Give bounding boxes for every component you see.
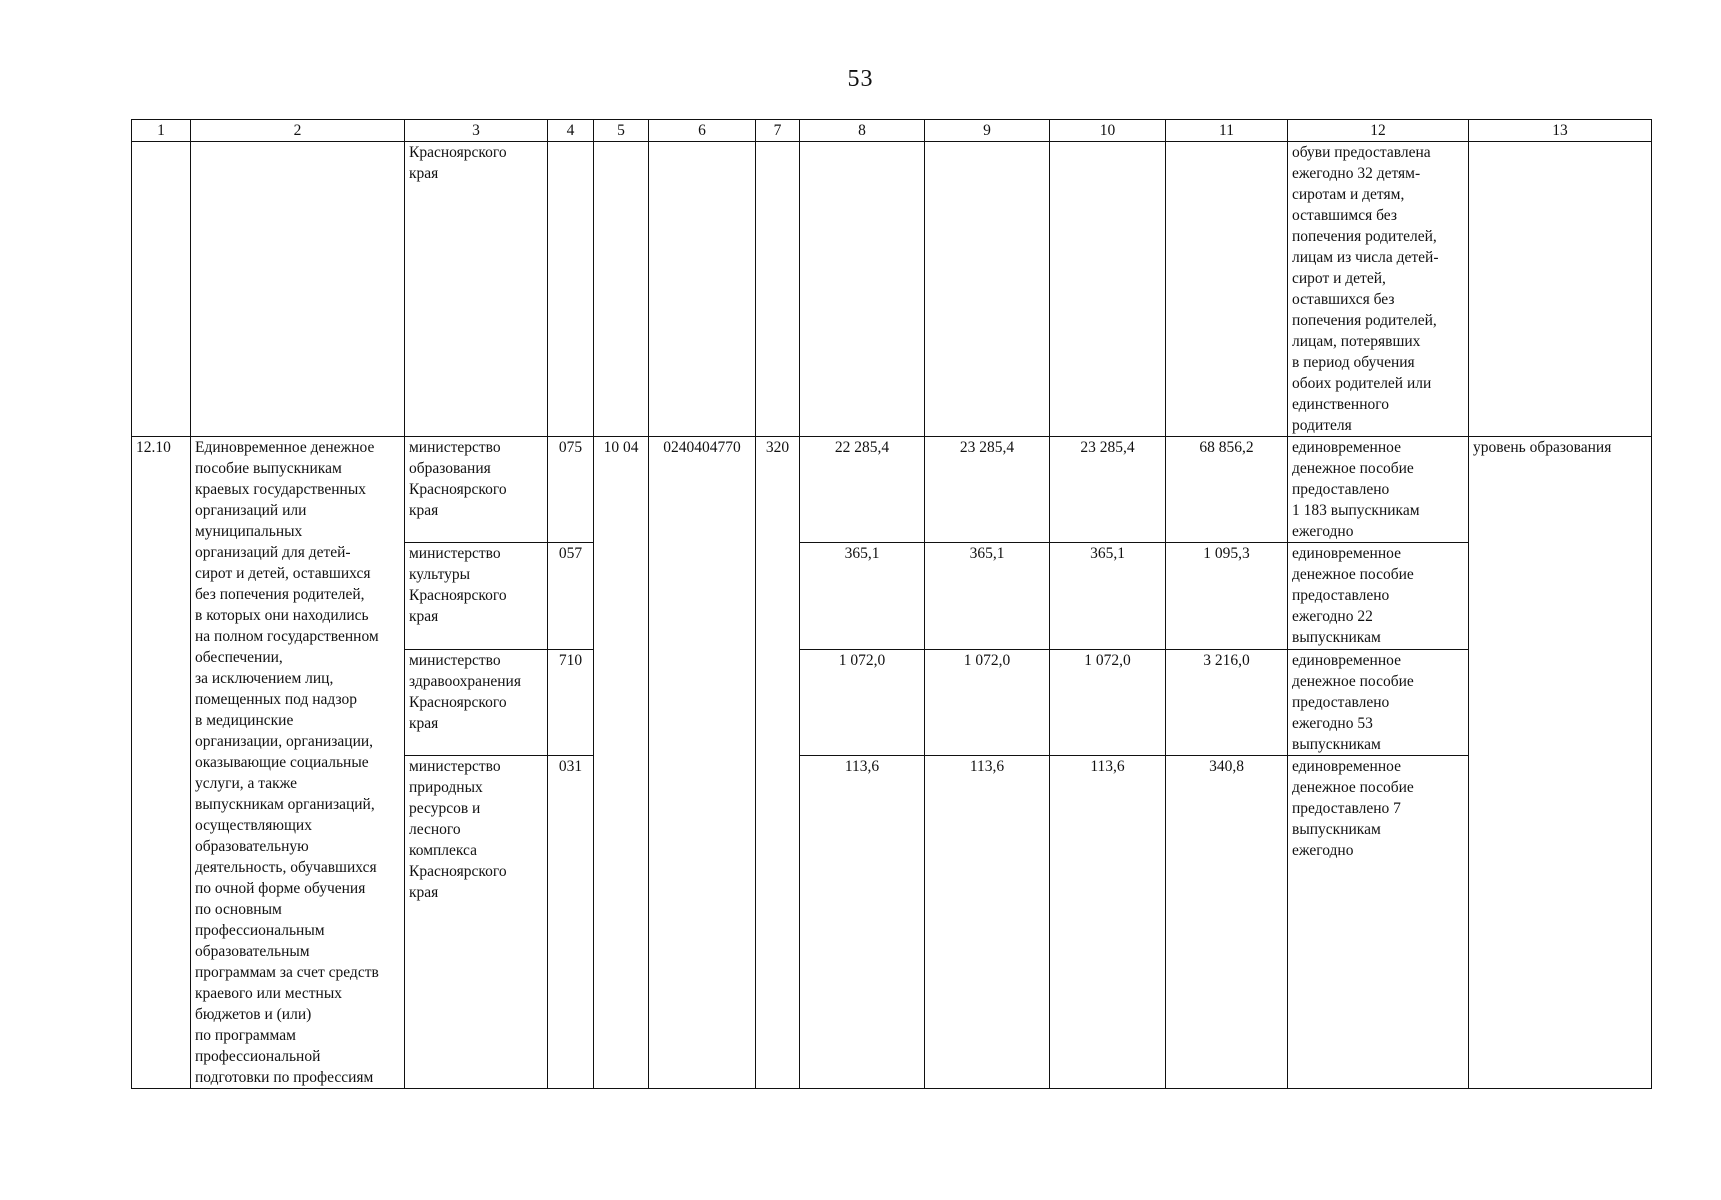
ministry-cell: Красноярского края — [405, 142, 548, 437]
code-cell: 710 — [548, 649, 594, 755]
result-cell: единовременное денежное пособие предоставлено 7 выпускникам ежегодно — [1288, 756, 1469, 1089]
column-number-row — [132, 120, 1652, 142]
page-number: 53 — [847, 66, 874, 92]
value-cell: 365,1 — [800, 543, 925, 649]
column-header: 12 — [1288, 120, 1469, 142]
table-row — [132, 437, 1652, 543]
column-header: 2 — [191, 120, 405, 142]
value-cell: 365,1 — [1050, 543, 1166, 649]
column-header: 4 — [548, 120, 594, 142]
column-header: 6 — [649, 120, 756, 142]
expense-type: 320 — [756, 437, 800, 1089]
table-cell — [1469, 142, 1652, 437]
value-cell: 365,1 — [925, 543, 1050, 649]
column-header: 10 — [1050, 120, 1166, 142]
column-header: 5 — [594, 120, 649, 142]
program-table — [131, 119, 1652, 1089]
code-cell: 057 — [548, 543, 594, 649]
table-cell — [594, 142, 649, 437]
item-number: 12.10 — [132, 437, 191, 1089]
column-header: 13 — [1469, 120, 1652, 142]
table-cell — [800, 142, 925, 437]
value-cell: 113,6 — [800, 756, 925, 1089]
column-header: 9 — [925, 120, 1050, 142]
table-cell — [756, 142, 800, 437]
ministry-cell: министерство культуры Красноярского края — [405, 543, 548, 649]
code-cell: 075 — [548, 437, 594, 543]
column-header: 11 — [1166, 120, 1288, 142]
target-article: 0240404770 — [649, 437, 756, 1089]
value-cell: 1 072,0 — [925, 649, 1050, 755]
value-cell: 23 285,4 — [1050, 437, 1166, 543]
table-cell — [548, 142, 594, 437]
continuation-row — [132, 142, 1652, 437]
result-cell: единовременное денежное пособие предоставлено ежегодно 53 выпускникам — [1288, 649, 1469, 755]
ministry-cell: министерство здравоохранения Красноярского края — [405, 649, 548, 755]
result-cell: обуви предоставлена ежегодно 32 детям- сиротам и детям, оставшимся без попечения родителей, лицам из числа детей- сирот и детей, оставшихся без попечения родителей, лицам, потерявших в период обучения обоих родителей или единственного родителя — [1288, 142, 1469, 437]
code-cell: 031 — [548, 756, 594, 1089]
result-cell: единовременное денежное пособие предоставлено ежегодно 22 выпускникам — [1288, 543, 1469, 649]
item-description: Единовременное денежное пособие выпускникам краевых государственных организаций или муниципальных организаций для детей- сирот и детей, оставшихся без попечения родителей, в которых они находились на полном государственном обеспечении, за исключением лиц, помещенных под надзор в медицинские организации, организации, оказывающие социальные услуги, а также выпускникам организаций, осуществляющих образовательную деятельность, обучавшихся по очной форме обучения по основным профессиональным образовательным программам за счет средств краевого или местных бюджетов и (или) по программам профессиональной подготовки по профессиям — [191, 437, 405, 1089]
table-cell — [191, 142, 405, 437]
ministry-cell: министерство образования Красноярского края — [405, 437, 548, 543]
value-cell: 23 285,4 — [925, 437, 1050, 543]
value-cell: 1 072,0 — [800, 649, 925, 755]
column-header: 3 — [405, 120, 548, 142]
value-cell: 1 095,3 — [1166, 543, 1288, 649]
section-code: 10 04 — [594, 437, 649, 1089]
column-header: 1 — [132, 120, 191, 142]
table-cell — [1050, 142, 1166, 437]
result-cell: единовременное денежное пособие предоставлено 1 183 выпускникам ежегодно — [1288, 437, 1469, 543]
value-cell: 113,6 — [925, 756, 1050, 1089]
value-cell: 22 285,4 — [800, 437, 925, 543]
column-header: 8 — [800, 120, 925, 142]
value-cell: 68 856,2 — [1166, 437, 1288, 543]
value-cell: 3 216,0 — [1166, 649, 1288, 755]
value-cell: 1 072,0 — [1050, 649, 1166, 755]
value-cell: 340,8 — [1166, 756, 1288, 1089]
indicator-cell: уровень образования — [1469, 437, 1652, 1089]
value-cell: 113,6 — [1050, 756, 1166, 1089]
table-cell — [132, 142, 191, 437]
table-cell — [1166, 142, 1288, 437]
ministry-cell: министерство природных ресурсов и лесного комплекса Красноярского края — [405, 756, 548, 1089]
table-cell — [649, 142, 756, 437]
column-header: 7 — [756, 120, 800, 142]
table-cell — [925, 142, 1050, 437]
